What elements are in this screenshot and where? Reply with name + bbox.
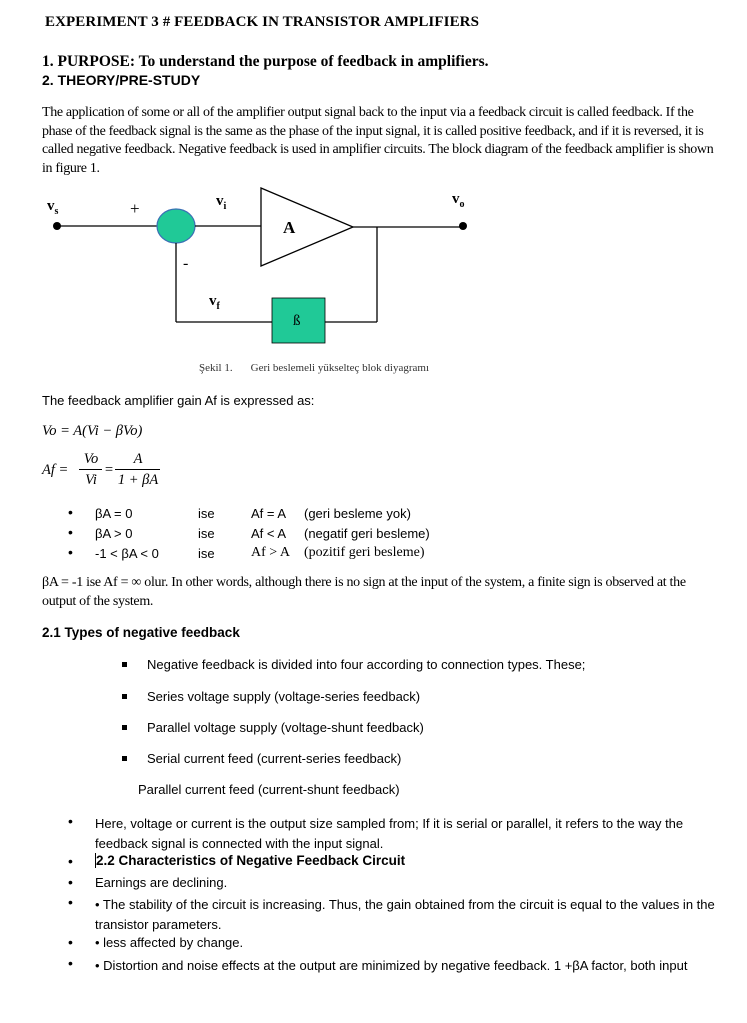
case-condition: βA > 0: [95, 526, 133, 541]
list-bullet: •: [68, 524, 73, 540]
fraction-bar-1: [79, 469, 102, 470]
case-note: (geri besleme yok): [304, 506, 411, 521]
figure-caption: [199, 362, 429, 374]
amplifier-triangle: [261, 188, 353, 266]
list-bullet: •: [68, 544, 73, 560]
equation-af-num1: Vo: [83, 451, 99, 467]
equation-af-lhs: Af =: [42, 462, 69, 478]
square-bullet: [122, 662, 127, 667]
document-title: EXPERIMENT 3 # FEEDBACK IN TRANSISTOR AMPLIFIERS: [45, 14, 480, 30]
case-result: Af > A: [251, 545, 291, 560]
vs-label: $v_s$: [47, 198, 59, 217]
summing-node: [157, 209, 195, 243]
less-affected-text: • less affected by change.: [95, 935, 244, 950]
vf-label: $v_f$: [209, 293, 220, 312]
equation-af-den2: 1 + βA: [117, 472, 159, 488]
types-heading: 2.1 Types of negative feedback: [42, 625, 240, 640]
list-bullet: •: [68, 853, 73, 869]
equation-af-num2: A: [133, 451, 143, 467]
distortion-text: • Distortion and noise effects at the output are minimized by negative feedback. 1 +βA factor, both input: [95, 958, 688, 973]
list-bullet: •: [68, 504, 73, 520]
characteristics-heading: 2.2 Characteristics of Negative Feedback Circuit: [96, 853, 406, 868]
types-item: Serial current feed (current-series feedback): [147, 751, 402, 766]
stability-text: • The stability of the circuit is increasing. Thus, the gain obtained from the circuit is equal to the values in the transistor parameters.: [95, 897, 715, 932]
vo-label: $v_o$: [452, 191, 465, 210]
output-terminal: [459, 222, 467, 230]
square-bullet: [122, 694, 127, 699]
list-bullet: •: [68, 874, 73, 890]
purpose-heading: 1. PURPOSE: To understand the purpose of feedback in amplifiers.: [42, 53, 489, 70]
types-item: Series voltage supply (voltage-series feedback): [147, 689, 421, 704]
caption-number: Şekil 1.: [199, 362, 233, 374]
case-note: (negatif geri besleme): [304, 526, 430, 541]
earnings-text: Earnings are declining.: [95, 875, 228, 890]
types-item-unbulleted: Parallel current feed (current-shunt feedback): [138, 782, 400, 797]
amplifier-label: A: [283, 218, 296, 237]
infinity-paragraph: βA = -1 ise Af = ∞ olur. In other words, although there is no sign at the input of the system, a finite sign is observed at the output of the system.: [42, 575, 686, 609]
types-item: Parallel voltage supply (voltage-shunt feedback): [147, 720, 424, 735]
case-ise: ise: [198, 526, 215, 541]
intro-paragraph: The application of some or all of the amplifier output signal back to the input via a feedback circuit is called feedback. If the phase of the feedback signal is the same as the phase of the input signal, it is called positive feedback, and if it is reversed, it is called negative feedback. Negative feedback is used in amplifier circuits. The block diagram of the feedback amplifier is shown in figure 1.: [42, 105, 714, 176]
theory-heading: 2. THEORY/PRE-STUDY: [42, 72, 201, 88]
list-bullet: •: [68, 934, 73, 950]
fraction-bar-2: [115, 469, 160, 470]
vi-label: $v_i$: [216, 193, 227, 212]
case-result: Af < A: [251, 526, 287, 541]
case-note: (pozitif geri besleme): [304, 545, 425, 560]
case-result: Af = A: [251, 506, 287, 521]
case-ise: ise: [198, 506, 215, 521]
case-condition: βA = 0: [95, 506, 133, 521]
equation-vo: Vo = A(Vi − βVo): [42, 423, 143, 439]
beta-label: ß: [293, 313, 301, 329]
feedback-block-diagram: [0, 185, 747, 385]
square-bullet: [122, 756, 127, 761]
case-ise: ise: [198, 546, 215, 561]
minus-sign: -: [183, 255, 189, 272]
types-item: Negative feedback is divided into four according to connection types. These;: [147, 657, 586, 672]
list-bullet: •: [68, 955, 73, 971]
equation-af-equals: =: [104, 462, 114, 478]
list-bullet: •: [68, 813, 73, 829]
equation-af-den1: Vi: [85, 472, 97, 488]
plus-sign: +: [130, 199, 140, 218]
caption-text: Geri beslemeli yükselteç blok diyagramı: [250, 362, 430, 374]
list-bullet: •: [68, 894, 73, 910]
gain-intro: The feedback amplifier gain Af is expressed as:: [42, 393, 315, 408]
case-condition: -1 < βA < 0: [95, 546, 159, 561]
square-bullet: [122, 725, 127, 730]
sampled-text: Here, voltage or current is the output size sampled from; If it is serial or parallel, it refers to the way the feedback signal is connected with the input signal.: [95, 816, 684, 851]
